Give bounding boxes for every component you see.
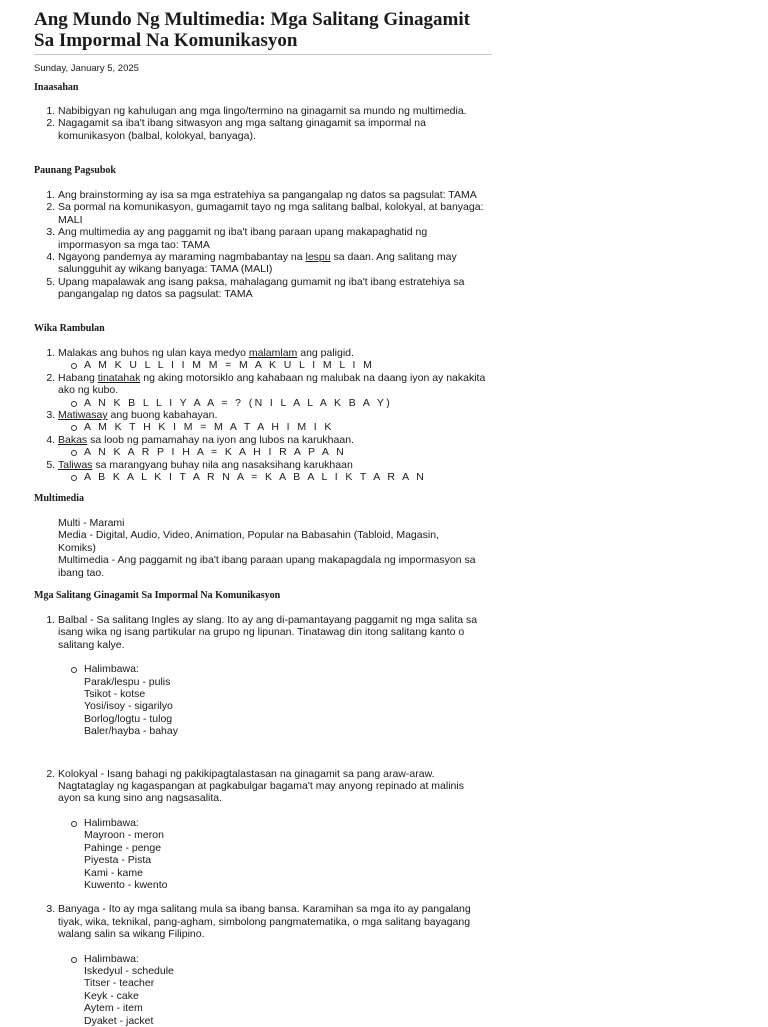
definition-line: Media - Digital, Audio, Video, Animation, Popular na Babasahin (Tabloid, Magasin, Komiks) xyxy=(58,529,439,554)
heading-wika-rambulan: Wika Rambulan xyxy=(34,323,105,334)
example-item: Dyaket - jacket xyxy=(84,1014,154,1027)
item-text: ang buong kabahayan. xyxy=(107,409,218,422)
document-page xyxy=(34,0,492,1027)
example-item: Pahinge - penge xyxy=(84,841,162,854)
example-item: Keyk - cake xyxy=(84,989,139,1002)
underlined-word: tinatahak xyxy=(97,371,141,384)
examples-label: Halimbawa: xyxy=(84,663,139,676)
scrambled-answer: A N K B L L I Y A A = ? (N I L A L A K B A Y) xyxy=(84,397,488,409)
scrambled-answer: A B K A L K I T A R N A = K A B A L I K T A R A N xyxy=(84,471,488,483)
underlined-word: Bakas xyxy=(58,433,88,446)
scrambled-answer: A N K A R P I H A = K A H I R A P A N xyxy=(84,446,488,458)
heading-mga-salitang: Mga Salitang Ginagamit Sa Impormal Na Komunikasyon xyxy=(34,590,281,601)
list-item xyxy=(58,409,488,434)
list-item xyxy=(58,434,488,459)
list-item xyxy=(58,251,488,276)
item-text: sa marangyang buhay nila ang nasaksihang karukhaan xyxy=(92,458,353,471)
example-item: Kami - kame xyxy=(84,866,143,879)
list-paunang-pagsubok xyxy=(34,189,488,301)
heading-paunang-pagsubok: Paunang Pagsubok xyxy=(34,165,116,176)
list-item: 1. Nabibigyan ng kahulugan ang mga lingo/termino na ginagamit sa mundo ng multimedia. xyxy=(58,105,488,117)
underlined-word: Matiwasay xyxy=(58,409,108,422)
item-text: Ngayong pandemya ay maraming nagmbabantay na xyxy=(58,251,306,264)
heading-multimedia: Multimedia xyxy=(34,493,84,504)
examples-block xyxy=(84,953,488,1027)
list-item: 2. Nagagamit sa iba't ibang sitwasyon ang mga saltang ginagamit sa impormal na komunikasyon (balbal, kolokyal, banyaga). xyxy=(58,117,488,142)
list-mga-salitang xyxy=(34,614,488,1027)
examples-block xyxy=(84,663,488,737)
title-divider xyxy=(34,54,492,55)
scrambled-answer: A M K U L L I I M M = M A K U L I M L I M xyxy=(84,359,488,371)
definition-line: Multi - Marami xyxy=(58,517,125,529)
example-item: Aytem - item xyxy=(84,1002,143,1015)
list-item: 5. Upang mapalawak ang isang paksa, mahalagang gumamit ng iba't ibang estratehiya sa pangangalap ng datos sa pagsulat: TAMA xyxy=(58,276,488,301)
list-inaasahan xyxy=(34,105,488,142)
example-item: Mayroon - meron xyxy=(84,829,164,842)
example-item: Borlog/logtu - tulog xyxy=(84,712,173,725)
list-item xyxy=(58,459,488,484)
item-text: Malakas ang buhos ng ulan kaya medyo xyxy=(58,347,249,359)
example-item: Titser - teacher xyxy=(84,977,155,990)
underlined-word: Taliwas xyxy=(58,458,93,471)
example-item: Parak/lespu - pulis xyxy=(84,675,171,688)
item-text: sa loob ng pamamahay na iyon ang lubos na karukhaan. xyxy=(87,433,354,446)
list-item xyxy=(58,768,488,904)
example-item: Kuwento - kwento xyxy=(84,878,168,891)
list-item: 2. Sa pormal na komunikasyon, gumagamit tayo ng mga salitang balbal, kolokyal, at banyaga: MALI xyxy=(58,201,488,226)
examples-label: Halimbawa: xyxy=(84,952,139,965)
underlined-word: lespu xyxy=(305,251,331,264)
examples-label: Halimbawa: xyxy=(84,816,139,829)
item-text: ang paligid. xyxy=(297,347,354,359)
list-item xyxy=(58,903,488,1027)
example-item: Tsikot - kotse xyxy=(84,688,146,701)
examples-block xyxy=(84,817,488,891)
list-item: 1. Ang brainstorming ay isa sa mga estratehiya sa pangangalap ng datos sa pagsulat: TAMA xyxy=(58,189,488,201)
example-item: Yosi/isoy - sigarilyo xyxy=(84,700,173,713)
item-description: 1. Balbal - Sa salitang Ingles ay slang. Ito ay ang di-pamantayang paggamit ng mga salita sa isang wika ng isang partikular na grupo ng lipunan. Tinatawag din itong salitang kanto o salitang kalye. xyxy=(58,614,478,651)
item-text: Habang xyxy=(58,371,98,384)
underlined-word: malamlam xyxy=(248,347,298,359)
heading-inaasahan: Inaasahan xyxy=(34,82,79,93)
example-item: Iskedyul - schedule xyxy=(84,964,174,977)
item-text: sa daan. Ang salitang may salungguhit ay wikang banyaga: TAMA (MALI) xyxy=(58,251,457,276)
multimedia-definitions xyxy=(58,517,478,579)
list-item xyxy=(58,614,488,768)
item-description: 2. Kolokyal - Isang bahagi ng pakikipagtalastasan na ginagamit sa pang araw-araw. Nagtataglay ng kagaspangan at pagkabulgar bagama't may anyong repinado at malinis ayon sa kung sino ang nagsasalita. xyxy=(58,767,464,805)
page-title: Ang Mundo Ng Multimedia: Mga Salitang Ginagamit Sa Impormal Na Komunikasyon xyxy=(34,9,470,51)
example-item: Baler/hayba - bahay xyxy=(84,725,178,738)
list-wika-rambulan xyxy=(34,347,488,483)
item-description: 3. Banyaga - Ito ay mga salitang mula sa ibang bansa. Karamihan sa mga ito ay pangalang tiyak, wika, teknikal, pang-agham, simbolong pangmatematika, o mga salitang bayagang walang salin sa wikang Filipino. xyxy=(58,903,471,941)
scrambled-answer: A M K T H K I M = M A T A H I M I K xyxy=(84,421,488,433)
list-item: 3. Ang multimedia ay ang paggamit ng iba't ibang paraan upang makapaghatid ng impormasyon sa mga tao: TAMA xyxy=(58,226,488,251)
definition-line: Multimedia - Ang paggamit ng iba't ibang paraan upang makapagdala ng impormasyon sa ibang tao. xyxy=(58,554,476,579)
post-date: Sunday, January 5, 2025 xyxy=(34,63,139,74)
example-item: Piyesta - Pista xyxy=(84,854,152,867)
item-text: ng aking motorsiklo ang kahabaan ng malubak na daang iyon ay nakakita ako ng kubo. xyxy=(58,371,486,397)
list-item xyxy=(58,372,488,409)
list-item xyxy=(58,347,488,372)
